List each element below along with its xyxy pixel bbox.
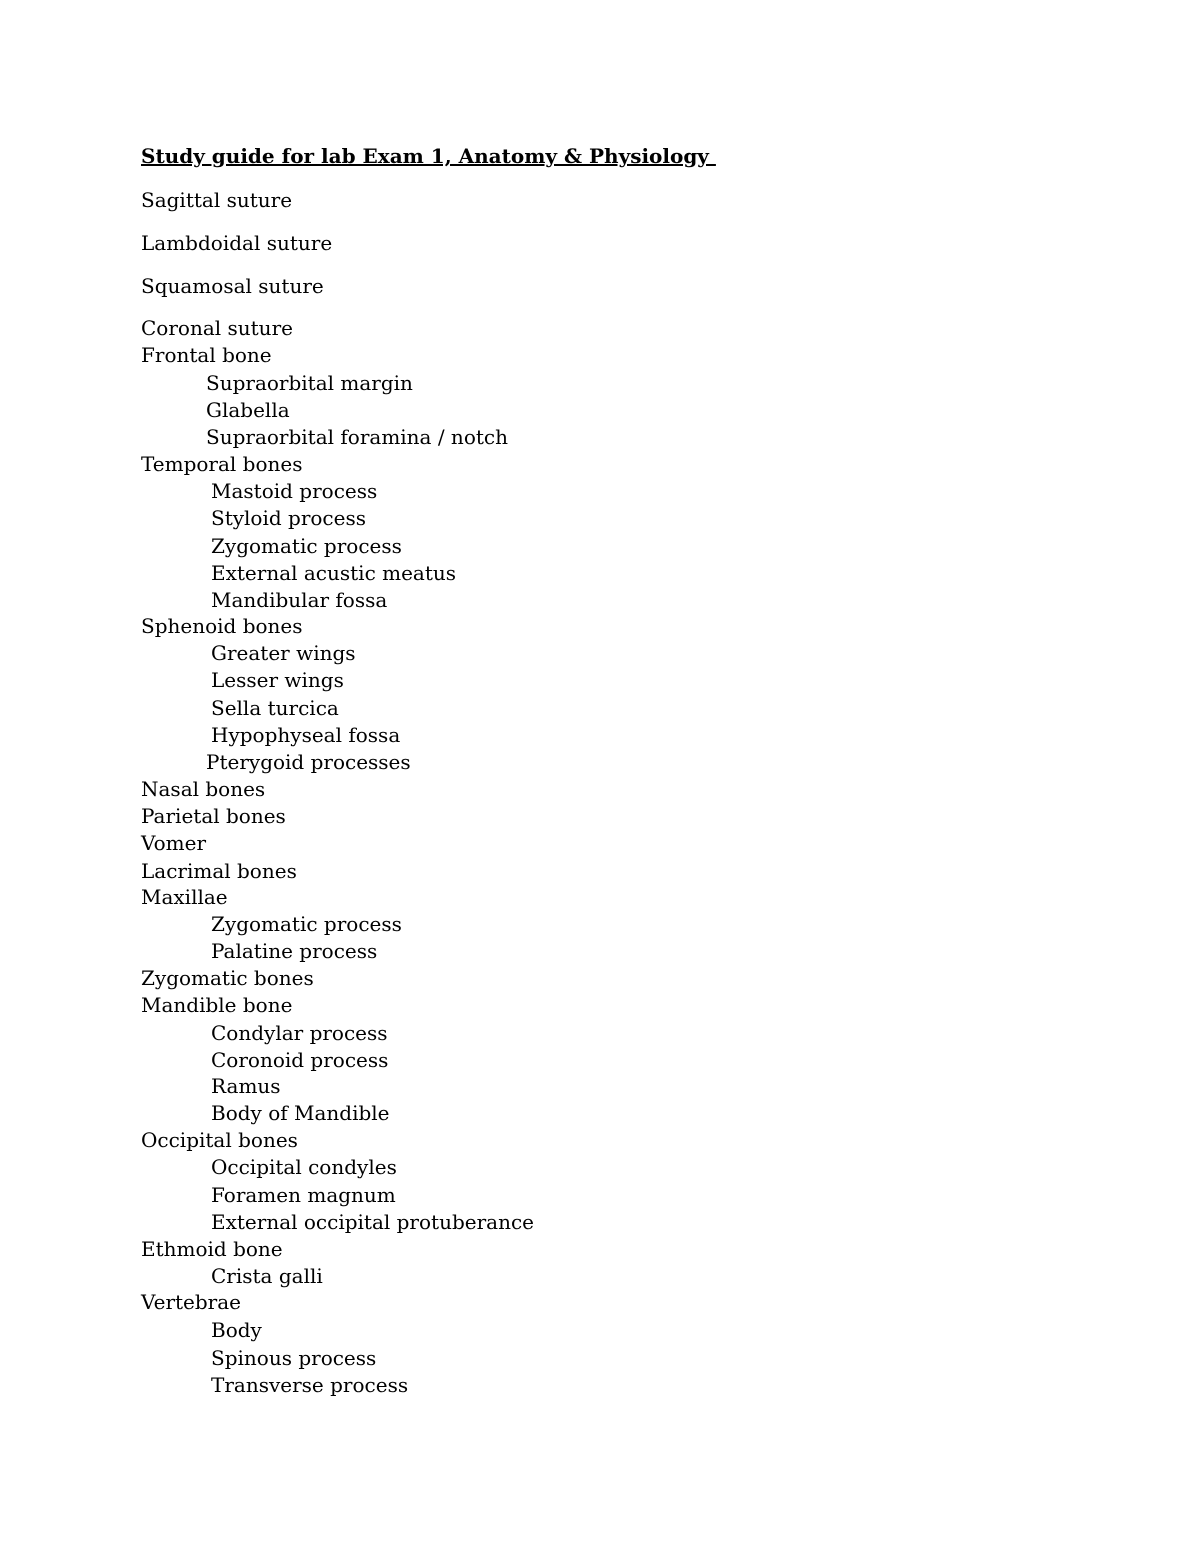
list-heading-item: Sagittal suture: [141, 188, 293, 212]
list-sub-item: Zygomatic process: [211, 912, 402, 936]
list-heading-item: Ethmoid bone: [141, 1237, 283, 1261]
list-heading-item: Lambdoidal suture: [141, 231, 333, 255]
list-sub-item: Condylar process: [211, 1021, 388, 1045]
list-sub-item: Greater wings: [211, 641, 356, 665]
list-sub-item: Body: [211, 1318, 262, 1342]
list-sub-item: Transverse process: [211, 1373, 409, 1397]
list-heading-item: Occipital bones: [141, 1128, 298, 1152]
list-sub-item: Sella turcica: [211, 696, 339, 720]
list-heading-item: Zygomatic bones: [141, 966, 314, 990]
list-heading-item: Parietal bones: [141, 804, 286, 828]
list-heading-item: Coronal suture: [141, 316, 293, 340]
list-sub-item: Occipital condyles: [211, 1155, 397, 1179]
list-sub-item: Zygomatic process: [211, 534, 402, 558]
list-sub-item: External acustic meatus: [211, 561, 457, 585]
list-sub-item: Styloid process: [211, 506, 366, 530]
list-heading-item: Squamosal suture: [141, 274, 324, 298]
list-sub-item: Palatine process: [211, 939, 378, 963]
list-sub-item: Foramen magnum: [211, 1183, 396, 1207]
list-sub-item: Supraorbital foramina / notch: [206, 425, 508, 449]
list-sub-item: Hypophyseal fossa: [211, 723, 401, 747]
list-heading-item: Vertebrae: [141, 1290, 241, 1314]
document-title: Study guide for lab Exam 1, Anatomy & Physiology: [141, 144, 716, 168]
list-heading-item: Vomer: [141, 831, 207, 855]
list-sub-item: Supraorbital margin: [206, 371, 413, 395]
list-heading-item: Lacrimal bones: [141, 859, 297, 883]
list-sub-item: Mandibular fossa: [211, 588, 388, 612]
list-sub-item: Coronoid process: [211, 1048, 389, 1072]
list-sub-item: Glabella: [206, 398, 290, 422]
list-heading-item: Nasal bones: [141, 777, 266, 801]
list-sub-item: Ramus: [211, 1074, 281, 1098]
list-heading-item: Maxillae: [141, 885, 228, 909]
list-sub-item: Spinous process: [211, 1346, 377, 1370]
list-sub-item: Lesser wings: [211, 668, 344, 692]
list-heading-item: Frontal bone: [141, 343, 272, 367]
list-heading-item: Temporal bones: [141, 452, 303, 476]
list-sub-item: Crista galli: [211, 1264, 323, 1288]
list-sub-item: Mastoid process: [211, 479, 378, 503]
list-sub-item: Pterygoid processes: [206, 750, 411, 774]
list-heading-item: Sphenoid bones: [141, 614, 303, 638]
list-heading-item: Mandible bone: [141, 993, 293, 1017]
list-sub-item: Body of Mandible: [211, 1101, 390, 1125]
list-sub-item: External occipital protuberance: [211, 1210, 534, 1234]
